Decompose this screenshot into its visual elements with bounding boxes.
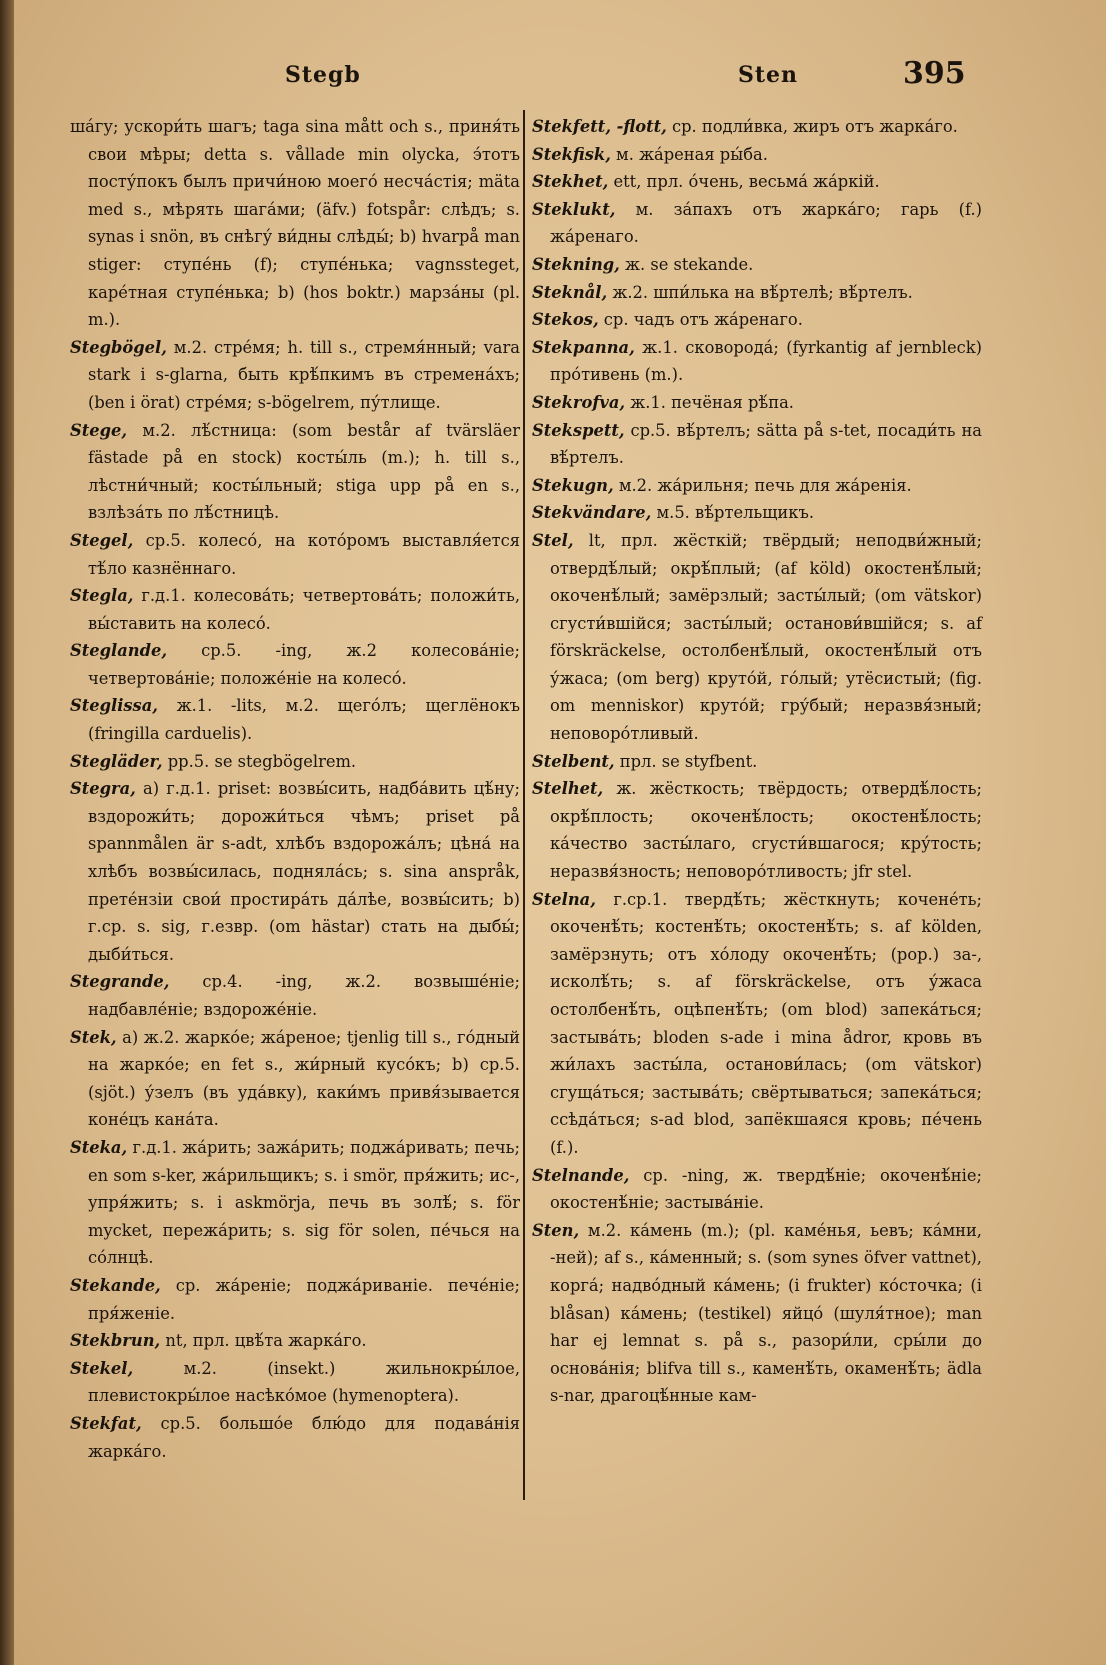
- dictionary-entry: [70, 692, 520, 747]
- entry-definition: г.д.1. жа́рить; зажа́рить; поджа́ривать; печь; en som s-ker, жа́рильщикъ; s. i smör, пря́жить; ис-, упря́жить; s. i askmörja, печь въ золѣ́; s. för mycket, пережа́рить; s. sig för solen, пе́чься на со́лнцѣ.: [88, 1137, 520, 1268]
- dictionary-entry: [532, 748, 982, 776]
- entry-headword: Stelhet,: [532, 779, 604, 799]
- entry-definition: ср. жа́реніе; поджа́риваніе. пече́ніе; пря́женіе.: [88, 1275, 520, 1323]
- page-header: [0, 56, 1106, 100]
- entry-definition: ж.1. сковорода́; (fyrkantig af jernbleck) про́тивень (m.).: [550, 337, 982, 385]
- entry-headword: Stekpanna,: [532, 337, 635, 357]
- entry-headword: Stekhet,: [532, 172, 609, 192]
- entry-headword: Steknål,: [532, 282, 608, 302]
- entry-definition: г.ср.1. твердѣ́ть; жёсткнуть; кочене́ть; окоченѣ́ть; костенѣ́ть; окостенѣ́ть; s. af kölden, замёрзнуть; отъ хо́лоду окоченѣ́ть; (pop.) за-, исколѣ́ть; s. af förskräckelse, отъ у́жаса остолбенѣ́ть, оцѣпенѣ́ть; (om blod) запека́ться; застыва́ть; bloden s-ade i mina ådror, кровь въ жи́лахъ засты́ла, останови́лась; (om vätskor) сгуща́ться; застыва́ть; свёртываться; запека́ться; ссѣда́ться; s-ad blod, запёкшаяся кровь; пе́чень (f.).: [550, 889, 982, 1157]
- dictionary-entry: [70, 1327, 520, 1355]
- entry-definition: a) г.д.1. priset: возвы́сить, надба́вить цѣ́ну; вздорожи́ть; дорожи́ться чѣмъ; priset på spannmålen är s-adt, хлѣбъ вздорожа́лъ; цѣна́ на хлѣбъ возвы́силась, подняла́сь; s. sina anspråk, прете́нзіи свои́ простира́ть да́лѣе, возвы́сить; b) г.ср. s. sig, г.езвр. (om hästar) стать на дыбы́; дыби́ться.: [88, 779, 520, 964]
- entry-definition: ср.5. -ing, ж.2 колесова́ніе; четвертова́ніе; положе́ніе на колесо́.: [88, 641, 520, 688]
- entry-definition: ср.5. большо́е блю́до для подава́нія жарка́го.: [88, 1413, 520, 1461]
- dictionary-entry: [70, 527, 520, 582]
- dictionary-entry: [532, 886, 982, 1162]
- entry-definition: ж. жёсткость; твёрдость; отвердѣ́лость; окрѣ́плость; окоченѣ́лость; окостенѣ́лость; ка́чество засты́лаго, сгусти́вшагося; кру́тость; неразвя́зность; неповоро́тливость; jfr stel.: [550, 779, 982, 882]
- entry-definition: м. за́пахъ отъ жарка́го; гарь (f.) жа́ренаго.: [550, 199, 982, 247]
- dictionary-entry: [70, 582, 520, 637]
- dictionary-entry: [532, 472, 982, 500]
- entry-definition: м.2. (insekt.) жильнокры́лое, плевистокры́лое насѣко́мое (hymenoptera).: [88, 1358, 520, 1406]
- entry-definition: м.2. ка́мень (m.); (pl. каме́нья, ьевъ; ка́мни, -ней); af s., ка́менный; s. (som synes öfver vattnet), корга́; надво́дный ка́мень; (i frukter) ко́сточка; (i blåsan) ка́мень; (testikel) яйцо́ (шуля́тное); man har ej lemnat s. på s., разори́ли, сры́ли до основа́нія; blifva till s., каменѣ́ть, окаменѣ́ть; ädla s-nar, драгоцѣ́нные кам-: [550, 1220, 982, 1406]
- entry-definition: ж. se stekande.: [619, 254, 754, 274]
- entry-definition: ср. -ning, ж. твердѣ́ніе; окоченѣ́ніе; окостенѣ́ніе; застыва́ніе.: [550, 1165, 982, 1213]
- entry-headword: Stekbrun,: [70, 1331, 161, 1351]
- entry-definition: a) ж.2. жарко́е; жа́реное; tjenlig till s., го́дный на жарко́е; en fet s., жи́рный кусо́къ; b) ср.5. (sjöt.) у́зелъ (въ уда́вку), каки́мъ привя́зывается коне́цъ кана́та.: [88, 1027, 520, 1130]
- dictionary-entry: [70, 334, 520, 417]
- entry-definition: шáгу; ускори́ть шагъ; taga sina mått och s., приня́ть свои мѣры; detta s. vållade min olycka, э́тотъ посту́покъ былъ причи́ною моего́ несча́стія; mäta med s., мѣрять шага́ми; (äfv.) fotspår: слѣдъ; s. synas i snön, въ снѣгу́ ви́дны слѣды́; b) hvarpå man stiger: ступе́нь (f); ступе́нька; vagnssteget, каре́тная ступе́нька; b) (hos boktr.) марза́ны (pl. m.).: [70, 117, 520, 330]
- entry-headword: Steglande,: [70, 641, 168, 661]
- dictionary-entry: [70, 1410, 520, 1465]
- entry-headword: Sten,: [532, 1220, 580, 1240]
- entry-definition: ж.1. печёная рѣ́па.: [625, 392, 794, 412]
- entry-headword: Stekvändare,: [532, 503, 652, 523]
- right-column: [532, 113, 982, 1410]
- dictionary-entry: [70, 113, 520, 334]
- entry-headword: Stelna,: [532, 889, 596, 909]
- left-column: [70, 113, 520, 1465]
- dictionary-entry: [532, 499, 982, 527]
- entry-definition: ж.2. шпи́лька на вѣ́ртелѣ; вѣ́ртелъ.: [607, 282, 913, 302]
- dictionary-entry: [70, 775, 520, 968]
- entry-headword: Stekel,: [70, 1358, 134, 1378]
- dictionary-entry: [70, 637, 520, 692]
- dictionary-entry: [70, 748, 520, 776]
- running-head-left: Stegb: [285, 62, 361, 88]
- entry-headword: Stelbent,: [532, 751, 615, 771]
- dictionary-entry: [70, 417, 520, 527]
- entry-headword: Steklukt,: [532, 199, 616, 219]
- book-spine-shadow: [0, 0, 14, 1665]
- dictionary-entry: [532, 334, 982, 389]
- dictionary-entry: [532, 279, 982, 307]
- entry-headword: Stelnande,: [532, 1165, 630, 1185]
- entry-definition: прл. se styfbent.: [614, 751, 758, 771]
- entry-headword: Stekfat,: [70, 1413, 142, 1433]
- dictionary-entry: [532, 1162, 982, 1217]
- entry-definition: lt, прл. жёсткій; твёрдый; неподви́жный; отвердѣ́лый; окрѣ́плый; (af köld) окостенѣ́лый; окоченѣ́лый; замёрзлый; засты́лый; (om vätskor) сгусти́вшійся; засты́лый; останови́вшійся; s. af förskräckelse, остолбенѣ́лый, окостенѣ́лый отъ у́жаса; (om berg) круто́й, го́лый; утёсистый; (fig. om menniskor) круто́й; гру́бый; неразвя́зный; неповоро́тливый.: [550, 530, 982, 744]
- dictionary-entry: [70, 968, 520, 1023]
- dictionary-entry: [70, 1134, 520, 1272]
- entry-headword: Stekning,: [532, 254, 620, 274]
- entry-definition: ср.4. -ing, ж.2. возвыше́ніе; надбавле́ніе; вздороже́ніе.: [88, 972, 520, 1019]
- dictionary-entry: [532, 527, 982, 748]
- entry-definition: ср.5. колесо́, на кото́ромъ выставля́ется тѣ́ло казнённаго.: [88, 530, 520, 578]
- entry-headword: Stekspett,: [532, 420, 625, 440]
- entry-headword: Stekos,: [532, 310, 599, 330]
- entry-headword: Steglissa,: [70, 696, 158, 716]
- dictionary-entry: [532, 306, 982, 334]
- entry-headword: Steka,: [70, 1137, 128, 1157]
- entry-definition: nt, прл. цвѣ́та жарка́го.: [160, 1331, 367, 1351]
- dictionary-entry: [532, 141, 982, 169]
- page-number: 395: [903, 56, 966, 91]
- entry-headword: Stegla,: [70, 586, 134, 606]
- entry-definition: м.5. вѣ́ртельщикъ.: [651, 503, 814, 523]
- entry-definition: г.д.1. колесова́ть; четвертова́ть; положи́ть, вы́ставить на колесо́.: [88, 586, 520, 633]
- dictionary-entry: [70, 1355, 520, 1410]
- entry-definition: м.2. жа́рильня; печь для жа́ренія.: [613, 475, 912, 495]
- entry-definition: pp.5. se stegbögelrem.: [162, 751, 357, 771]
- dictionary-entry: [532, 417, 982, 472]
- entry-headword: Stegrande,: [70, 972, 170, 992]
- dictionary-entry: [532, 113, 982, 141]
- entry-headword: Stegra,: [70, 779, 136, 799]
- entry-headword: Stegbögel,: [70, 337, 167, 357]
- entry-headword: Stel,: [532, 530, 574, 550]
- entry-headword: Stekugn,: [532, 475, 614, 495]
- entry-definition: м. жа́реная ры́ба.: [610, 144, 768, 164]
- dictionary-entry: [532, 251, 982, 279]
- entry-definition: ср.5. вѣ́ртелъ; sätta på s-tet, посади́ть на вѣ́ртелъ.: [550, 420, 982, 468]
- entry-definition: ж.1. -lits, м.2. щего́лъ; щеглёнокъ (fringilla carduelis).: [88, 696, 520, 744]
- entry-headword: Stekande,: [70, 1275, 161, 1295]
- entry-headword: Stekrofva,: [532, 392, 626, 412]
- entry-definition: м.2. лѣ́стница: (som består af tvärsläer fästade på en stock) косты́ль (m.); h. till s., лѣстни́чный; косты́льный; stiga upp på en s., взлѣза́ть по лѣ́стницѣ.: [88, 420, 520, 523]
- running-head-right: Sten: [738, 62, 799, 88]
- dictionary-entry: [532, 196, 982, 251]
- entry-headword: Stegläder,: [70, 751, 163, 771]
- entry-headword: Stegel,: [70, 530, 134, 550]
- entry-headword: Stekfisk,: [532, 144, 611, 164]
- entry-headword: Stekfett, -flott,: [532, 117, 667, 136]
- dictionary-entry: [532, 775, 982, 885]
- dictionary-entry: [532, 168, 982, 196]
- entry-headword: Stek,: [70, 1027, 117, 1047]
- column-divider: [523, 110, 525, 1500]
- dictionary-entry: [532, 389, 982, 417]
- entry-definition: ср. чадъ отъ жа́ренаго.: [598, 310, 803, 330]
- entry-headword: Stege,: [70, 420, 128, 440]
- dictionary-entry: [532, 1217, 982, 1410]
- entry-definition: м.2. стре́мя; h. till s., стремя́нный; vara stark i s-glarna, быть крѣ́пкимъ въ стремена́хъ; (ben i örat) стре́мя; s-bögelrem, пу́тлище.: [88, 337, 520, 412]
- entry-definition: ср. подли́вка, жиръ отъ жарка́го.: [666, 117, 958, 136]
- dictionary-entry: [70, 1024, 520, 1134]
- entry-definition: ett, прл. о́чень, весьма́ жа́ркій.: [608, 172, 880, 192]
- dictionary-entry: [70, 1272, 520, 1327]
